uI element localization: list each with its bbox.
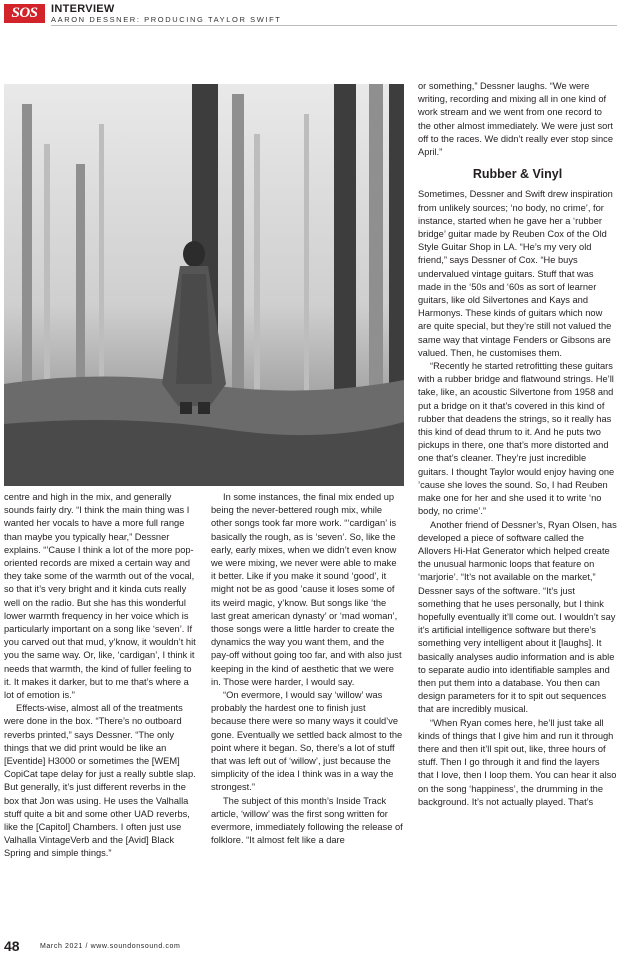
header-rule [51,25,617,26]
col1-paragraph: Effects-wise, almost all of the treatments were done in the box. “There’s no outboard reverbs printed,” says Dessner. “The only things that we did print would be like an [Eventide] H3000 or sometimes the [WEM] CopiCat tape delay for just a really subtle slap. But generally, it’s just different reverbs in the box that Jon was using. He uses the Valhalla stuff quite a bit and some other UAD reverbs, like the [Capitol] Chambers. I often just use Valhalla VintageVerb and the [Avid] Black Spring and simple things.” [4,703,196,859]
page-number: 48 [4,938,20,954]
forest-photo-image [4,84,404,486]
col3-paragraph: “When Ryan comes here, he’ll just take all kinds of things that I give him and run it through there and then it’ll spit out, like, three hours of stuff. Then I go through it and find the layers that I love, then I loop them. You can hear it also on the song ‘happiness’, the drumming in the background. It’s not actually played. That’s [418,717,617,807]
col3-paragraph: Sometimes, Dessner and Swift drew inspiration from unlikely sources; ‘no body, no crime’, for instance, started when he gave her a ‘rubber bridge’ guitar made by Reuben Cox of the Old Style Guitar Shop in LA. “He’s my very old friend,” says Dessner of Cox. “He buys undervalued vintage guitars. Stuff that was made in the ‘50s and ‘60s as sort of learner guitars, like old Silvertones and Kays and Harmonys. These kinds of guitars which now are quite special, but they’re still not valued the same way that vintage Fenders or Gibsons are valued. Then, he customises them. [418,189,613,358]
section-subheading: Rubber & Vinyl [472,167,563,182]
footer-date-url: March 2021 / www.soundonsound.com [40,943,181,950]
col1-paragraph: centre and high in the mix, and generally sounds fairly dry. “I think the main thing was I wanted her vocals to have a more full range than maybe you typically hear,” Dessner explains. “’Cause I think a lot of the more pop-oriented records are mixed a certain way and they take some of the warmth out of the vocal, so that it’s very bright and it kinda cuts really well on the radio. But she has this wonderful lower warmth frequency in her voice which is particularly important on a song like ‘seven’. If you carved out that mud, y’know, it wouldn’t hit you the same way. Or, like, ‘cardigan’, I think it needs that warmth, the kind of fuller feeling to it. It makes it darker, but to me that’s where a lot of emotion is.” [4,492,196,701]
col3-paragraph: or something,” Dessner laughs. “We were writing, recording and mixing all in one kind of work stream and we went from one record to the other almost immediately. We were just sort off to the races. We didn’t really ever stop since April.” [418,81,613,158]
article-subtitle: AARON DESSNER: PRODUCING TAYLOR SWIFT [51,15,282,24]
column-2 [211,491,403,847]
forest-photo [4,84,404,486]
col2-paragraph: The subject of this month’s Inside Track article, ‘willow’ was the first song written for evermore, immediately following the release of folklore. “It almost felt like a dare [211,795,403,846]
sos-logo: SOS [4,4,45,23]
col3-paragraph: Another friend of Dessner’s, Ryan Olsen, has developed a piece of software called the Allovers Hi-Hat Generator which helped create the unusual harmonic loops that feature on ‘marjorie’. “It’s not available on the market,” Dessner says of the software. “It’s just something that he uses personally, but I think hopefully eventually it’ll come out. I wouldn’t say it’s artificial intelligence software but there’s something very intelligent about it [laughs]. It basically analyses audio information and is able to separate audio into identifiable samples and then put them into a database. You then can design parameters for it to spit out sequences that are incredibly musical. [418,519,617,715]
column-1 [4,491,198,861]
section-label: INTERVIEW [51,3,115,15]
col2-paragraph: In some instances, the final mix ended up being the never-bettered rough mix, while other songs took far more work. “‘cardigan’ is basically the rough, as is ‘seven’. So, like the early, early mixes, when we didn’t even know we were mixing, we never were able to make it better. Like if you make it sound ‘good’, it might not be as good ’cause it loses some of its weird magic, y’know. But songs like ‘the last great american dynasty’ or ‘mad woman’, those songs were a little harder to create the dynamics the way you want them, and the pay-off without going too far, and with also just keeping in the kind of aesthetic that we were in. Those were harder, I would say. [211,492,402,687]
col3-paragraph: “Recently he started retrofitting these guitars with a rubber bridge and flatwound strings. He’ll take, like, an acoustic Silvertone from 1958 and put a bridge on it that’s covered in this kind of rubber that deadens the strings, so it really has this kind of dead thrum to it. And he puts two pickups in there, one that’s more distorted and one that’s cleaner. They’re just incredible guitars. I thought Taylor would enjoy having one ’cause she loves the sound. So, I had Reuben make one for her and she used it to write ‘no body, no crime’.” [418,361,615,517]
column-3 [418,80,617,809]
col2-paragraph: “On evermore, I would say ‘willow’ was probably the hardest one to finish just because there were so many ways it could’ve gone. Eventually we settled back almost to the point where it began. So, there’s a lot of stuff that was left out of ‘willow’, just because the simplicity of the idea I think was in a way the strongest.” [211,690,403,793]
